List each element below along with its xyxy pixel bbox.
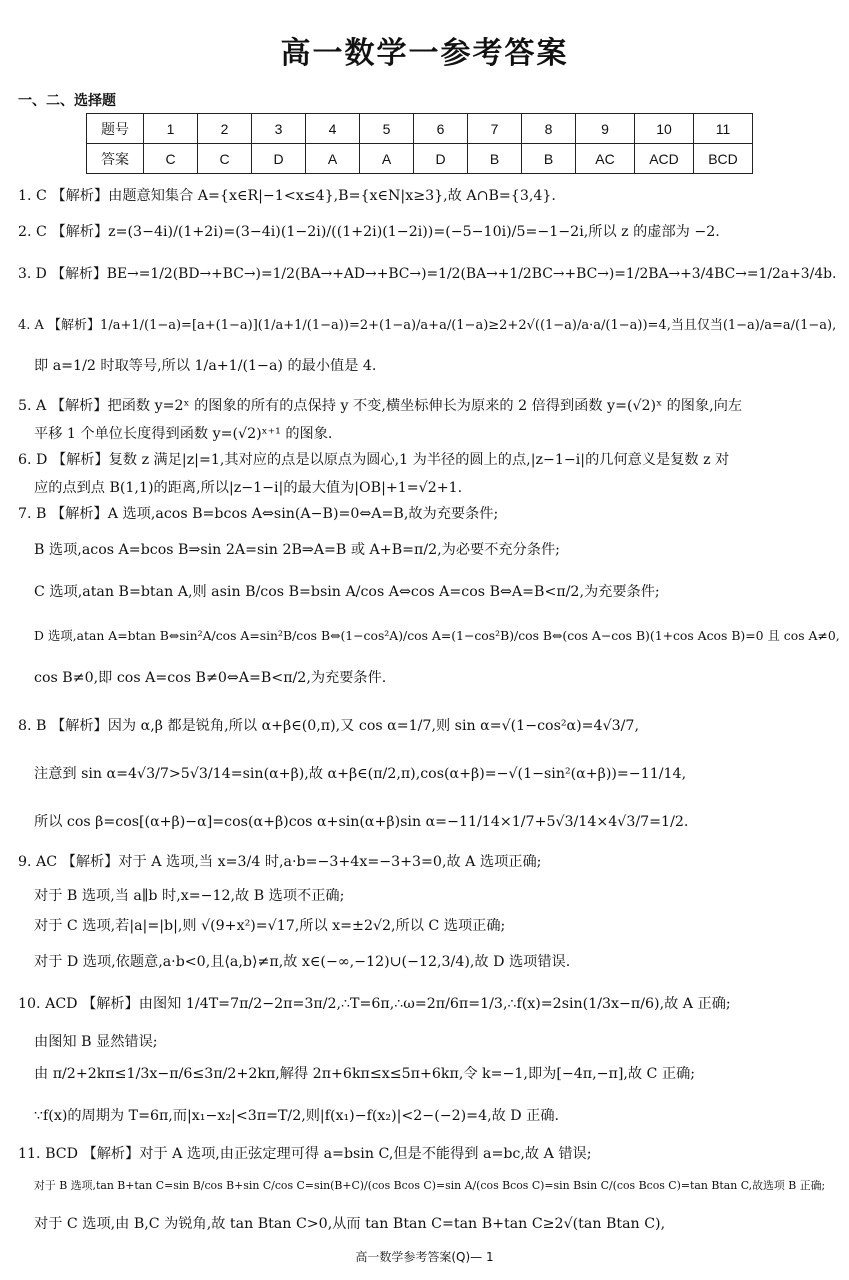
table-cell: 9 [576,114,635,144]
answer-table [86,113,753,174]
section-heading: 一、二、选择题 [18,93,116,109]
solution-line-9d: 对于 D 选项,依题意,a·b<0,且⟨a,b⟩≠π,故 x∈(−∞,−12)∪(−12,3/4),故 D 选项错误. [34,954,571,970]
solution-line-4: 4. A 【解析】1/a+1/(1−a)=[a+(1−a)](1/a+1/(1−a))=2+(1−a)/a+a/(1−a)≥2+2√((1−a)/a·a/(1−a))=4,当且仅当(1−a)/a=a/(1−a), [18,318,837,333]
table-cell: A [360,144,414,174]
page-footer: 高一数学参考答案(Q)— 1 [355,1250,494,1264]
table-cell: C [198,144,252,174]
table-cell: B [522,144,576,174]
table-cell: 1 [144,114,198,144]
solution-line-7b: B 选项,acos A=bcos B⇒sin 2A=sin 2B⇒A=B 或 A+B=π/2,为必要不充分条件; [34,542,560,558]
table-cell: ACD [635,144,694,174]
solution-line-4-cont: 即 a=1/2 时取等号,所以 1/a+1/(1−a) 的最小值是 4. [34,358,377,374]
table-cell: 11 [694,114,753,144]
solution-line-9c: 对于 C 选项,若|a|=|b|,则 √(9+x²)=√17,所以 x=±2√2,所以 C 选项正确; [34,918,506,934]
solution-line-9: 9. AC 【解析】对于 A 选项,当 x=3/4 时,a·b=−3+4x=−3+3=0,故 A 选项正确; [18,854,542,870]
solution-line-11c: 对于 C 选项,由 B,C 为锐角,故 tan Btan C>0,从而 tan Btan C=tan B+tan C≥2√(tan Btan C), [34,1216,666,1232]
table-cell: 8 [522,114,576,144]
page-title: 高一数学一参考答案 [280,36,569,71]
table-header-cell: 题号 [87,114,144,144]
table-row-answers [87,144,753,174]
solution-line-10d: ∵f(x)的周期为 T=6π,而|x₁−x₂|<3π=T/2,则|f(x₁)−f(x₂)|<2−(−2)=4,故 D 正确. [34,1108,560,1124]
table-header-cell: 答案 [87,144,144,174]
table-cell: C [144,144,198,174]
solution-line-10c: 由 π/2+2kπ≤1/3x−π/6≤3π/2+2kπ,解得 2π+6kπ≤x≤5π+6kπ,令 k=−1,即为[−4π,−π],故 C 正确; [34,1066,696,1082]
table-cell: A [306,144,360,174]
table-cell: BCD [694,144,753,174]
solution-line-5: 5. A 【解析】把函数 y=2ˣ 的图象的所有的点保持 y 不变,横坐标伸长为原来的 2 倍得到函数 y=(√2)ˣ 的图象,向左 [18,398,743,414]
solution-line-8b: 注意到 sin α=4√3/7>5√3/14=sin(α+β),故 α+β∈(π/2,π),cos(α+β)=−√(1−sin²(α+β))=−11/14, [34,766,687,782]
solution-line-6-cont: 应的点到点 B(1,1)的距离,所以|z−1−i|的最大值为|OB|+1=√2+1. [34,480,463,496]
table-cell: 2 [198,114,252,144]
table-row-numbers [87,114,753,144]
solution-line-1: 1. C 【解析】由题意知集合 A={x∈R|−1<x≤4},B={x∈N|x≥3},故 A∩B={3,4}. [18,188,556,204]
solution-line-5-cont: 平移 1 个单位长度得到函数 y=(√2)ˣ⁺¹ 的图象. [34,426,333,442]
solution-line-8: 8. B 【解析】因为 α,β 都是锐角,所以 α+β∈(0,π),又 cos α=1/7,则 sin α=√(1−cos²α)=4√3/7, [18,718,639,734]
table-cell: D [252,144,306,174]
table-cell: 3 [252,114,306,144]
table-cell: 7 [468,114,522,144]
solution-line-11b: 对于 B 选项,tan B+tan C=sin B/cos B+sin C/cos C=sin(B+C)/(cos Bcos C)=sin A/(cos Bcos C)=sin Bsin C/(cos Bcos C)=tan Btan C,故选项 B 正确; [34,1179,826,1192]
table-cell: B [468,144,522,174]
solution-line-8c: 所以 cos β=cos[(α+β)−α]=cos(α+β)cos α+sin(α+β)sin α=−11/14×1/7+5√3/14×4√3/7=1/2. [34,814,689,830]
solution-line-7d-cont: cos B≠0,即 cos A=cos B≠0⇔A=B<π/2,为充要条件. [34,670,387,686]
solution-line-2: 2. C 【解析】z=(3−4i)/(1+2i)=(3−4i)(1−2i)/((1+2i)(1−2i))=(−5−10i)/5=−1−2i,所以 z 的虚部为 −2. [18,224,720,240]
solution-line-3: 3. D 【解析】BE→=1/2(BD→+BC→)=1/2(BA→+AD→+BC→)=1/2(BA→+1/2BC→+BC→)=1/2BA→+3/4BC→=1/2a+3/4b. [18,266,837,282]
table-cell: D [414,144,468,174]
solution-line-10b: 由图知 B 显然错误; [34,1034,158,1050]
solution-line-9b: 对于 B 选项,当 a∥b 时,x=−12,故 B 选项不正确; [34,888,345,904]
table-cell: AC [576,144,635,174]
table-cell: 6 [414,114,468,144]
solution-line-7: 7. B 【解析】A 选项,acos B=bcos A⇔sin(A−B)=0⇔A=B,故为充要条件; [18,506,499,522]
table-cell: 10 [635,114,694,144]
solution-line-7d: D 选项,atan A=btan B⇔sin²A/cos A=sin²B/cos B⇔(1−cos²A)/cos A=(1−cos²B)/cos B⇔(cos A−cos B)(1+cos Acos B)=0 且 cos A≠0, [34,628,840,643]
table-cell: 4 [306,114,360,144]
solution-line-10: 10. ACD 【解析】由图知 1/4T=7π/2−2π=3π/2,∴T=6π,∴ω=2π/6π=1/3,∴f(x)=2sin(1/3x−π/6),故 A 正确; [18,996,731,1012]
solution-line-6: 6. D 【解析】复数 z 满足|z|=1,其对应的点是以原点为圆心,1 为半径的圆上的点,|z−1−i|的几何意义是复数 z 对 [18,452,730,468]
solution-line-7c: C 选项,atan B=btan A,则 asin B/cos B=bsin A/cos A⇔cos A=cos B⇔A=B<π/2,为充要条件; [34,584,660,600]
solution-line-11: 11. BCD 【解析】对于 A 选项,由正弦定理可得 a=bsin C,但是不能得到 a=bc,故 A 错误; [18,1146,592,1162]
table-cell: 5 [360,114,414,144]
